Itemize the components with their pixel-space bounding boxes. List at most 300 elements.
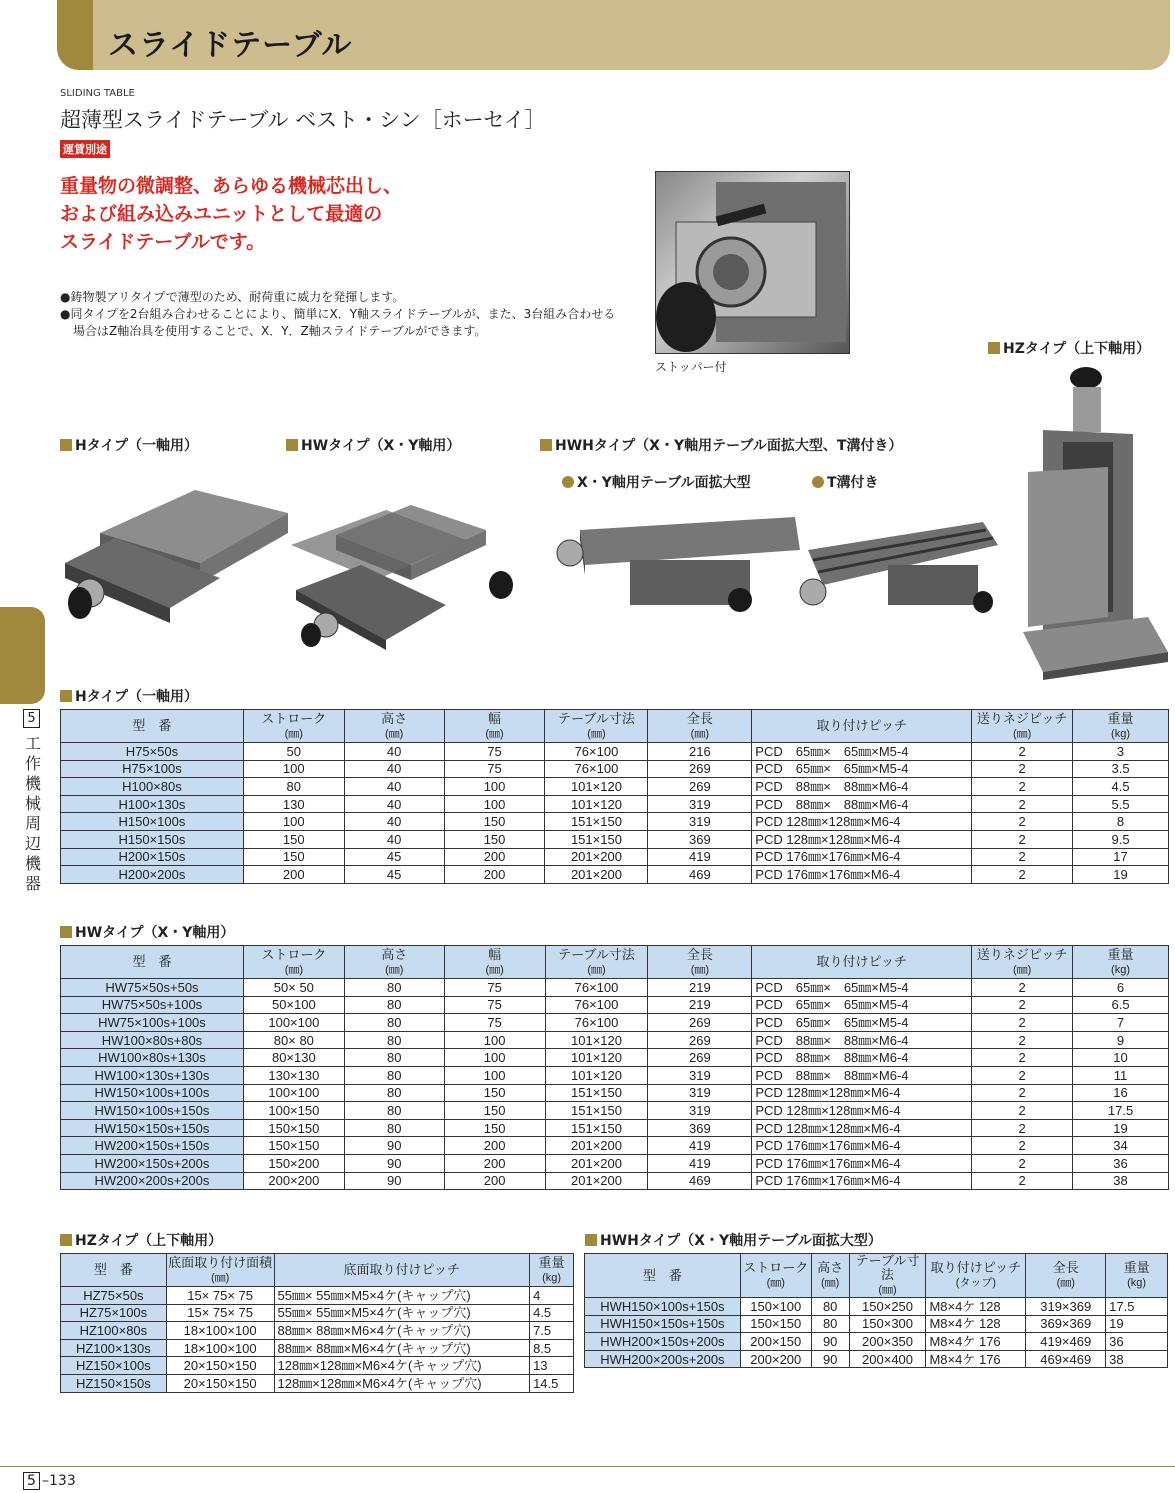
table-cell: 2 [972, 1172, 1073, 1190]
hwh-feature-2-label: T溝付き [827, 475, 879, 491]
model-cell: HW100×130s+130s [61, 1066, 244, 1084]
table-cell: 88㎜× 88㎜×M6×4ケ(キャップ穴) [274, 1322, 530, 1340]
h-type-image [60, 488, 290, 648]
table-cell: 100 [243, 813, 344, 831]
table-cell: 150 [444, 1102, 545, 1120]
subtitle-en: SLIDING TABLE [60, 88, 135, 99]
hw-type-label: HWタイプ（X・Y軸用） [301, 438, 461, 454]
table-cell: 269 [648, 1031, 752, 1049]
table-cell: 7.5 [530, 1322, 574, 1340]
table-cell: 151×150 [545, 1084, 648, 1102]
table-cell: M8×4ケ 128 [926, 1315, 1026, 1333]
table-cell: 13 [530, 1357, 574, 1375]
table-cell: 369 [648, 830, 752, 848]
table-cell: 17.5 [1073, 1102, 1169, 1120]
dot-bullet-icon [562, 476, 574, 488]
table-cell: 100 [444, 778, 545, 796]
table-row [61, 1287, 574, 1305]
table-cell: 80 [344, 1102, 444, 1120]
table-cell: PCD 88㎜× 88㎜×M6-4 [752, 1031, 972, 1049]
table-cell: 3 [1073, 743, 1169, 761]
table-cell: 75 [444, 743, 545, 761]
table-cell: 151×150 [545, 830, 648, 848]
table-cell: 200×150 [740, 1333, 811, 1351]
table-cell: 38 [1106, 1350, 1168, 1368]
model-cell: HWH200×200s+200s [585, 1350, 741, 1368]
table-cell: PCD 176㎜×176㎜×M6-4 [752, 1154, 972, 1172]
table-cell: 419×469 [1026, 1333, 1106, 1351]
table-row [61, 813, 1169, 831]
table-cell: 200×400 [849, 1350, 926, 1368]
table-cell: 2 [972, 1119, 1073, 1137]
table-cell: 45 [344, 848, 444, 866]
table-cell: 269 [648, 1014, 752, 1032]
h-type-label: Hタイプ（一軸用） [75, 438, 199, 454]
table-cell: 80× 80 [243, 1031, 344, 1049]
table-cell: 419 [648, 1137, 752, 1155]
table-cell: 90 [344, 1137, 444, 1155]
table-cell: 90 [811, 1333, 849, 1351]
hz-type-image [1018, 362, 1168, 680]
table-cell: 10 [1073, 1049, 1169, 1067]
hwh-feature-1-label: X・Y軸用テーブル面拡大型 [577, 475, 751, 491]
table-cell: 200 [243, 866, 344, 884]
shipping-badge: 運賃別途 [60, 140, 110, 158]
table-cell: 2 [972, 830, 1073, 848]
table-cell: 151×150 [545, 1102, 648, 1120]
column-header: 全長 (㎜) [1026, 1254, 1106, 1298]
table-cell: 100 [444, 795, 545, 813]
square-bullet-icon [988, 342, 1000, 354]
table-cell: 15× 75× 75 [166, 1304, 274, 1322]
table-cell: 2 [972, 1102, 1073, 1120]
table-row [61, 1049, 1169, 1067]
table-cell: 34 [1073, 1137, 1169, 1155]
table-row [61, 1031, 1169, 1049]
column-header: 高さ (㎜) [344, 710, 444, 743]
chapter-tab [0, 607, 45, 704]
table-row [61, 743, 1169, 761]
column-header: 型 番 [61, 710, 244, 743]
model-cell: HZ150×100s [61, 1357, 167, 1375]
catchcopy-line: および組み込みユニットとして最適の [60, 203, 383, 225]
table-cell: 80 [344, 979, 444, 997]
square-bullet-icon [60, 439, 72, 451]
table-cell: 16 [1073, 1084, 1169, 1102]
column-header: 重量 (kg) [530, 1254, 574, 1287]
table-cell: 151×150 [545, 813, 648, 831]
table-cell: 200 [444, 848, 545, 866]
hz-type-table [60, 1253, 574, 1393]
hwh-table-title: HWHタイプ（X・Y軸用テーブル面拡大型） [600, 1233, 882, 1249]
table-cell: 14.5 [530, 1374, 574, 1392]
square-bullet-icon [286, 439, 298, 451]
table-cell: 80×130 [243, 1049, 344, 1067]
model-cell: HZ150×150s [61, 1374, 167, 1392]
h-type-heading [60, 435, 198, 455]
stopper-photo [655, 171, 850, 354]
table-cell: 8.5 [530, 1339, 574, 1357]
column-header: 重量 (kg) [1106, 1254, 1168, 1298]
table-cell: 101×120 [545, 778, 648, 796]
table-cell: PCD 65㎜× 65㎜×M5-4 [752, 996, 972, 1014]
model-cell: H200×150s [61, 848, 244, 866]
subtitle-ja: 超薄型スライドテーブル ベスト・シン［ホーセイ］ [60, 108, 546, 132]
table-cell: 80 [344, 1031, 444, 1049]
table-cell: 2 [972, 778, 1073, 796]
table-cell: 40 [344, 795, 444, 813]
hwh-type-table [584, 1253, 1168, 1368]
hz-type-heading [988, 338, 1150, 358]
column-header: テーブル寸法 (㎜) [545, 710, 648, 743]
table-cell: 2 [972, 1031, 1073, 1049]
table-cell: 40 [344, 743, 444, 761]
table-cell: 4.5 [1073, 778, 1169, 796]
table-cell: PCD 65㎜× 65㎜×M5-4 [752, 1014, 972, 1032]
table-cell: 219 [648, 996, 752, 1014]
square-bullet-icon [60, 926, 72, 938]
table-cell: 200×200 [740, 1350, 811, 1368]
model-cell: HZ100×130s [61, 1339, 167, 1357]
hw-type-image [286, 500, 531, 650]
catchcopy-line: スライドテーブルです。 [60, 231, 266, 253]
table-cell: 2 [972, 848, 1073, 866]
feature-item: ●同タイプを2台組み合わせることにより、簡単にX．Y軸スライドテーブルが、また、3台組み合わせる場合はZ軸冶具を使用することで、X．Y．Z軸スライドテーブルができます。 [60, 307, 616, 338]
table-cell: 2 [972, 1049, 1073, 1067]
table-row [61, 848, 1169, 866]
table-row [585, 1315, 1168, 1333]
table-cell: 100×150 [243, 1102, 344, 1120]
table-cell: 469 [648, 866, 752, 884]
table-cell: 150 [243, 848, 344, 866]
table-cell: PCD 128㎜×128㎜×M6-4 [752, 1084, 972, 1102]
table-row [61, 1084, 1169, 1102]
table-cell: 75 [444, 760, 545, 778]
table-cell: 269 [648, 1049, 752, 1067]
column-header: テーブル寸法 (㎜) [545, 946, 648, 979]
column-header: 送りネジピッチ (㎜) [972, 710, 1073, 743]
table-cell: 100 [444, 1049, 545, 1067]
model-cell: HW75×50s+100s [61, 996, 244, 1014]
table-cell: 75 [444, 979, 545, 997]
table-cell: M8×4ケ 128 [926, 1298, 1026, 1316]
hw-table-title: HWタイプ（X・Y軸用） [75, 925, 235, 941]
table-cell: 2 [972, 996, 1073, 1014]
h-type-table [60, 709, 1169, 884]
table-cell: PCD 128㎜×128㎜×M6-4 [752, 1102, 972, 1120]
table-cell: 200 [444, 866, 545, 884]
catchcopy-line: 重量物の微調整、あらゆる機械芯出し、 [60, 175, 403, 197]
model-cell: HW200×150s+150s [61, 1137, 244, 1155]
table-cell: PCD 176㎜×176㎜×M6-4 [752, 1172, 972, 1190]
model-cell: H150×100s [61, 813, 244, 831]
table-cell: 80 [344, 1014, 444, 1032]
square-bullet-icon [60, 1234, 72, 1246]
column-header: 底面取り付けピッチ [274, 1254, 530, 1287]
table-cell: 150 [444, 1084, 545, 1102]
table-cell: 4 [530, 1287, 574, 1305]
table-cell: 319 [648, 1066, 752, 1084]
table-cell: 201×200 [545, 1137, 648, 1155]
table-cell: 216 [648, 743, 752, 761]
page-number [23, 1472, 78, 1491]
table-cell: 101×120 [545, 795, 648, 813]
table-row [61, 996, 1169, 1014]
table-cell: 419 [648, 1154, 752, 1172]
hwh-t-slot-image [768, 520, 1003, 615]
table-cell: 150×150 [740, 1315, 811, 1333]
table-cell: 130×130 [243, 1066, 344, 1084]
table-cell: PCD 65㎜× 65㎜×M5-4 [752, 979, 972, 997]
model-cell: HW100×80s+80s [61, 1031, 244, 1049]
table-cell: 469×469 [1026, 1350, 1106, 1368]
page-title: スライドテーブル [108, 28, 353, 63]
hz-table-heading [60, 1230, 222, 1250]
hz-table-title: HZタイプ（上下軸用） [75, 1233, 223, 1249]
model-cell: HW200×200s+200s [61, 1172, 244, 1190]
table-cell: 319×369 [1026, 1298, 1106, 1316]
model-cell: H150×150s [61, 830, 244, 848]
column-header: 型 番 [61, 1254, 167, 1287]
hwh-type-label: HWHタイプ（X・Y軸用テーブル面拡大型、T溝付き） [555, 438, 903, 454]
table-cell: 130 [243, 795, 344, 813]
table-cell: 50×100 [243, 996, 344, 1014]
table-cell: 150×300 [849, 1315, 926, 1333]
table-cell: 128㎜×128㎜×M6×4ケ(キャップ穴) [274, 1374, 530, 1392]
model-cell: H100×80s [61, 778, 244, 796]
table-cell: 75 [444, 996, 545, 1014]
column-header: 重量 (kg) [1073, 710, 1169, 743]
table-cell: 201×200 [545, 1172, 648, 1190]
table-row [61, 1339, 574, 1357]
table-cell: 18×100×100 [166, 1339, 274, 1357]
model-cell: H75×50s [61, 743, 244, 761]
table-cell: 150 [444, 830, 545, 848]
table-cell: 150×250 [849, 1298, 926, 1316]
table-cell: 319 [648, 795, 752, 813]
table-cell: 319 [648, 813, 752, 831]
table-cell: PCD 176㎜×176㎜×M6-4 [752, 866, 972, 884]
column-header: 重量 (kg) [1073, 946, 1169, 979]
table-cell: 17.5 [1106, 1298, 1168, 1316]
chapter-number: 5 [23, 709, 40, 728]
table-cell: 319 [648, 1084, 752, 1102]
table-cell: 75 [444, 1014, 545, 1032]
table-cell: 200×350 [849, 1333, 926, 1351]
table-cell: 2 [972, 1084, 1073, 1102]
table-cell: 419 [648, 848, 752, 866]
model-cell: HW75×100s+100s [61, 1014, 244, 1032]
h-table-title: Hタイプ（一軸用） [75, 689, 199, 705]
table-cell: M8×4ケ 176 [926, 1333, 1026, 1351]
header-accent [57, 0, 93, 70]
table-cell: 150×150 [243, 1137, 344, 1155]
table-cell: 40 [344, 813, 444, 831]
table-cell: 88㎜× 88㎜×M6×4ケ(キャップ穴) [274, 1339, 530, 1357]
chapter-title: 工作機械周辺機器 [24, 734, 41, 893]
table-cell: 11 [1073, 1066, 1169, 1084]
table-cell: 15× 75× 75 [166, 1287, 274, 1305]
table-cell: 90 [811, 1350, 849, 1368]
table-cell: 2 [972, 1154, 1073, 1172]
table-cell: PCD 88㎜× 88㎜×M6-4 [752, 1049, 972, 1067]
table-cell: 101×120 [545, 1066, 648, 1084]
table-cell: 80 [344, 1084, 444, 1102]
table-cell: 100 [444, 1066, 545, 1084]
table-cell: 7 [1073, 1014, 1169, 1032]
table-cell: 50× 50 [243, 979, 344, 997]
table-cell: 469 [648, 1172, 752, 1190]
table-cell: 40 [344, 778, 444, 796]
column-header: ストローク (㎜) [740, 1254, 811, 1298]
table-row [585, 1298, 1168, 1316]
model-cell: HW150×100s+100s [61, 1084, 244, 1102]
table-cell: 269 [648, 760, 752, 778]
table-cell: 80 [344, 1066, 444, 1084]
table-cell: 80 [811, 1298, 849, 1316]
page-number-prefix: 5 [23, 1472, 40, 1490]
model-cell: H75×100s [61, 760, 244, 778]
page-number-value: –133 [42, 1473, 76, 1489]
model-cell: H200×200s [61, 866, 244, 884]
table-cell: 150×100 [740, 1298, 811, 1316]
table-cell: 200 [444, 1172, 545, 1190]
table-row [61, 778, 1169, 796]
column-header: ストローク (㎜) [243, 710, 344, 743]
table-cell: 2 [972, 1066, 1073, 1084]
table-cell: 40 [344, 830, 444, 848]
dot-bullet-icon [812, 476, 824, 488]
table-cell: 150×150 [243, 1119, 344, 1137]
column-header: 型 番 [585, 1254, 741, 1298]
column-header: 幅 (㎜) [444, 710, 545, 743]
table-cell: 76×100 [545, 1014, 648, 1032]
table-cell: 80 [243, 778, 344, 796]
hw-type-heading [286, 435, 460, 455]
table-cell: PCD 128㎜×128㎜×M6-4 [752, 1119, 972, 1137]
model-cell: HWH150×100s+150s [585, 1298, 741, 1316]
table-row [61, 760, 1169, 778]
column-header: 取り付けピッチ [752, 946, 972, 979]
h-table-heading [60, 686, 198, 706]
column-header: 幅 (㎜) [444, 946, 545, 979]
table-row [61, 866, 1169, 884]
table-cell: 76×100 [545, 996, 648, 1014]
column-header: 底面取り付け面積 (㎜) [166, 1254, 274, 1287]
table-row [61, 1066, 1169, 1084]
table-cell: 6 [1073, 979, 1169, 997]
column-header: テーブル寸法 (㎜) [849, 1254, 926, 1298]
table-cell: 90 [344, 1154, 444, 1172]
table-cell: 19 [1073, 866, 1169, 884]
photo-caption: ストッパー付 [655, 360, 727, 374]
column-header: 全長 (㎜) [648, 946, 752, 979]
table-cell: 101×120 [545, 1031, 648, 1049]
table-cell: 201×200 [545, 1154, 648, 1172]
table-cell: 17 [1073, 848, 1169, 866]
table-cell: 369 [648, 1119, 752, 1137]
table-row [61, 1172, 1169, 1190]
table-cell: PCD 128㎜×128㎜×M6-4 [752, 830, 972, 848]
table-cell: 100 [243, 760, 344, 778]
table-cell: 2 [972, 866, 1073, 884]
hwh-feature-2 [812, 472, 879, 492]
table-cell: PCD 88㎜× 88㎜×M6-4 [752, 795, 972, 813]
table-cell: 2 [972, 743, 1073, 761]
model-cell: H100×130s [61, 795, 244, 813]
table-row [585, 1333, 1168, 1351]
model-cell: HZ75×50s [61, 1287, 167, 1305]
table-cell: 200 [444, 1154, 545, 1172]
table-row [61, 1322, 574, 1340]
hwh-type-heading [540, 435, 902, 455]
table-cell: 151×150 [545, 1119, 648, 1137]
table-cell: 76×100 [545, 979, 648, 997]
catchcopy [60, 172, 402, 256]
table-cell: 150 [444, 1119, 545, 1137]
model-cell: HW100×80s+130s [61, 1049, 244, 1067]
table-cell: 269 [648, 778, 752, 796]
square-bullet-icon [540, 439, 552, 451]
model-cell: HWH150×150s+150s [585, 1315, 741, 1333]
table-cell: 55㎜× 55㎜×M5×4ケ(キャップ穴) [274, 1287, 530, 1305]
feature-list [60, 289, 620, 340]
table-cell: PCD 176㎜×176㎜×M6-4 [752, 1137, 972, 1155]
table-cell: 2 [972, 1014, 1073, 1032]
model-cell: HW150×150s+150s [61, 1119, 244, 1137]
table-row [61, 1014, 1169, 1032]
column-header: 取り付けピッチ (タップ) [926, 1254, 1026, 1298]
table-row [61, 1119, 1169, 1137]
table-cell: 319 [648, 1102, 752, 1120]
column-header: 送りネジピッチ (㎜) [972, 946, 1073, 979]
table-cell: 2 [972, 979, 1073, 997]
hw-type-table [60, 945, 1169, 1190]
table-cell: 201×200 [545, 848, 648, 866]
table-cell: 3.5 [1073, 760, 1169, 778]
table-cell: 100 [444, 1031, 545, 1049]
model-cell: HZ100×80s [61, 1322, 167, 1340]
table-cell: 128㎜×128㎜×M6×4ケ(キャップ穴) [274, 1357, 530, 1375]
column-header: 取り付けピッチ [752, 710, 972, 743]
table-row [61, 830, 1169, 848]
column-header: ストローク (㎜) [243, 946, 344, 979]
table-cell: 5.5 [1073, 795, 1169, 813]
table-cell: 4.5 [530, 1304, 574, 1322]
table-row [61, 1357, 574, 1375]
column-header: 全長 (㎜) [648, 710, 752, 743]
table-cell: 150 [444, 813, 545, 831]
column-header: 高さ (㎜) [811, 1254, 849, 1298]
table-cell: 80 [344, 1119, 444, 1137]
hw-table-heading [60, 922, 234, 942]
table-cell: 20×150×150 [166, 1357, 274, 1375]
table-cell: 36 [1106, 1333, 1168, 1351]
table-cell: 80 [811, 1315, 849, 1333]
table-cell: 2 [972, 760, 1073, 778]
table-row [61, 1304, 574, 1322]
table-row [61, 1374, 574, 1392]
model-cell: HW150×100s+150s [61, 1102, 244, 1120]
feature-item: ●鋳物製アリタイプで薄型のため、耐荷重に威力を発揮します。 [60, 290, 405, 304]
table-cell: 50 [243, 743, 344, 761]
model-cell: HW200×150s+200s [61, 1154, 244, 1172]
table-cell: 9 [1073, 1031, 1169, 1049]
table-cell: 36 [1073, 1154, 1169, 1172]
table-cell: 55㎜× 55㎜×M5×4ケ(キャップ穴) [274, 1304, 530, 1322]
table-cell: 150 [243, 830, 344, 848]
table-cell: 200×200 [243, 1172, 344, 1190]
